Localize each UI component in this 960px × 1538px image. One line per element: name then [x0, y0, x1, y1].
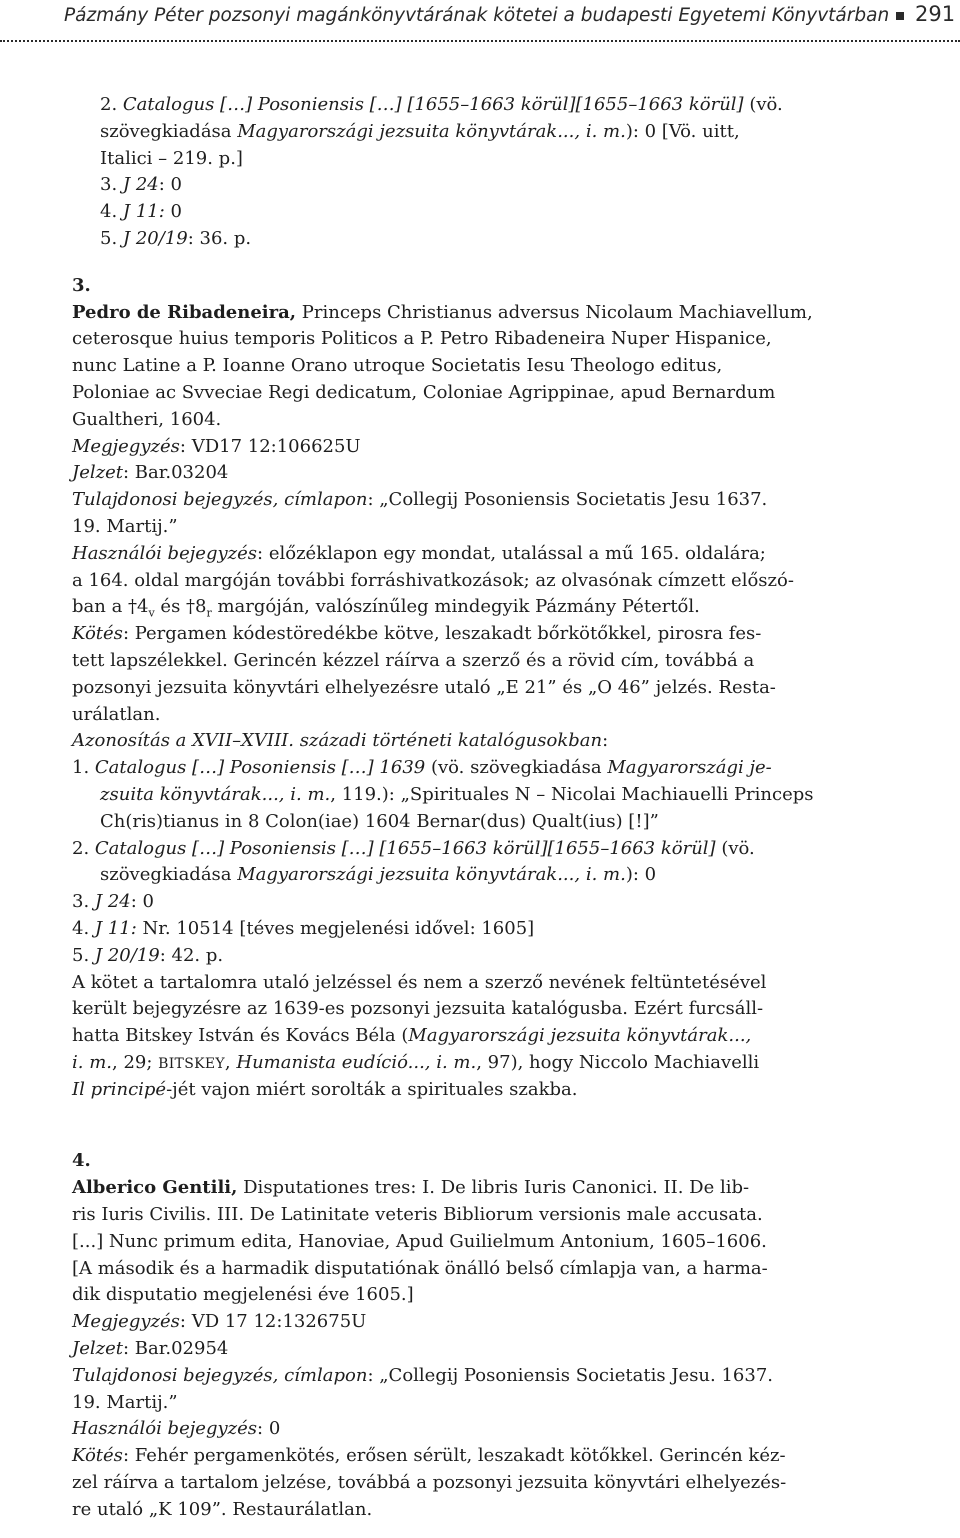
binding-cont: zel ráírva a tartalom jelzése, továbbá a pozsonyi jezsuita könyvtári elhelyezés-	[72, 1472, 787, 1494]
entry-title-line: nunc Latine a P. Ioanne Orano utroque Societatis Iesu Theologo editus,	[72, 355, 723, 377]
text: margóján, valószínűleg mindegyik Pázmány Pétertől.	[211, 596, 700, 618]
entry-title-line: ris Iuris Civilis. III. De Latinitate veteris Bibliorum versionis male accusata.	[72, 1204, 763, 1226]
item-number: 1.	[72, 757, 95, 779]
text: Nr. 10514 [téves megjelenési idővel: 1605]	[136, 917, 535, 939]
item-number: 4.	[72, 917, 95, 939]
catalog-title: Catalogus […] Posoniensis […] [1655–1663 körül][1655–1663 körül]	[94, 837, 716, 859]
binding-cont: tett lapszélekkel. Gerincén kézzel ráírva a szerző és a rövid cím, továbbá a	[72, 649, 755, 671]
catalog-item-cont: Ch(ris)tianus in 8 Colon(iae) 1604 Bernar(dus) Qualt(ius) [!]”	[100, 810, 659, 832]
catalog-item	[72, 755, 884, 782]
field-label: Használói bejegyzés	[72, 1418, 258, 1440]
commentary-line	[72, 1077, 884, 1104]
catalog-item	[72, 92, 884, 119]
text: : 0	[130, 891, 154, 913]
text: : 36. p.	[187, 227, 252, 249]
commentary-line	[72, 1050, 884, 1077]
item-number: 5.	[72, 944, 95, 966]
binding-field	[72, 621, 884, 648]
catalog-item	[72, 943, 884, 970]
catalog-title: Catalogus […] Posoniensis […] 1639	[94, 757, 426, 779]
text: ,	[224, 1051, 237, 1073]
text: , 119.): „Spirituales N – Nicolai Machiauelli Princeps	[330, 783, 814, 805]
catalog-item	[72, 226, 884, 253]
author-name: Pedro de Ribadeneira,	[72, 301, 297, 323]
text: (vö.	[715, 837, 755, 859]
binding-cont: re utaló „K 109”. Restaurálatlan.	[72, 1498, 373, 1520]
field-value: : „Collegij Posoniensis Societatis Jesu 1637.	[367, 489, 768, 511]
owner-note-field	[72, 487, 884, 514]
text: ban a †4	[72, 596, 149, 618]
field-label: Megjegyzés	[72, 435, 180, 457]
reference-title: zsuita könyvtárak..., i. m.	[100, 783, 331, 805]
entry-number: 3.	[72, 274, 91, 296]
field-label: Azonosítás a XVII–XVIII. századi történeti katalógusokban	[72, 730, 603, 752]
page-number: 291	[915, 2, 956, 26]
binding-cont: pozsonyi jezsuita könyvtári elhelyezésre utaló „E 21” és „O 46” jelzés. Resta-	[72, 676, 776, 698]
catalog-title: J 24	[94, 891, 131, 913]
binding-field	[72, 1443, 884, 1470]
owner-note-cont: 19. Martij.”	[72, 515, 178, 537]
user-note-cont	[72, 594, 884, 621]
entry-title-line: Gualtheri, 1604.	[72, 408, 222, 430]
catalog-item	[72, 916, 884, 943]
entry-title-line: Poloniae ac Svveciae Regi dedicatum, Coloniae Agrippinae, apud Bernardum	[72, 381, 776, 403]
item-number: 3.	[72, 891, 95, 913]
catalog-title: J 24	[122, 174, 159, 196]
owner-note-field	[72, 1363, 884, 1390]
text: 0	[164, 201, 182, 223]
shelfmark-field	[72, 1336, 884, 1363]
reference-title: Magyarországi jezsuita könyvtárak..., i. m.	[237, 864, 626, 886]
entry-title-line	[72, 1175, 884, 1202]
user-note-field	[72, 1416, 884, 1443]
square-bullet-icon	[896, 12, 904, 20]
running-header-title: Pázmány Péter pozsonyi magánkönyvtárának kötetei a budapesti Egyetemi Könyvtárban	[64, 5, 890, 26]
catalog-item-cont	[72, 862, 884, 889]
entry-title-line: dik disputatio megjelenési éve 1605.]	[72, 1284, 414, 1306]
field-value: : Bar.03204	[123, 462, 229, 484]
user-note-field	[72, 541, 884, 568]
item-number: 2.	[72, 837, 95, 859]
catalog-item-cont	[72, 119, 884, 146]
commentary-line	[72, 1023, 884, 1050]
field-label: Tulajdonosi bejegyzés, címlapon	[72, 489, 368, 511]
item-number: 3.	[100, 174, 123, 196]
catalog-item	[72, 836, 884, 863]
note-field	[72, 1309, 884, 1336]
entry-title-line	[72, 300, 884, 327]
catalog-item	[72, 199, 884, 226]
text: (vö.	[743, 94, 783, 115]
reference-title: Magyarországi jezsuita könyvtárak..., i. m.	[237, 120, 626, 142]
binding-cont: urálatlan.	[72, 703, 161, 725]
text: hatta Bitskey István és Kovács Béla (	[72, 1025, 409, 1047]
text: szövegkiadása	[100, 120, 238, 142]
entry-title-line: [...] Nunc primum edita, Hanoviae, Apud Guilielmum Antonium, 1605–1606.	[72, 1230, 767, 1252]
user-note-cont: a 164. oldal margóján további forráshivatkozások; az olvasónak címzett előszó-	[72, 569, 794, 591]
catalog-item-cont	[72, 782, 884, 809]
entry-title-line: ceterosque huius temporis Politicos a P. Petro Ribadeneira Nuper Hispanice,	[72, 328, 772, 350]
field-value: : Fehér pergamenkötés, erősen sérült, leszakadt kötőkkel. Gerincén kéz-	[122, 1445, 786, 1467]
text: : 42. p.	[159, 944, 224, 966]
catalog-item	[72, 889, 884, 916]
field-value: : Pergamen kódestöredékbe kötve, leszakadt bőrkötőkkel, pirosra fes-	[122, 623, 762, 645]
reference-title: Humanista eudíció..., i. m.	[236, 1051, 477, 1073]
field-label: Használói bejegyzés	[72, 542, 258, 564]
field-label: Megjegyzés	[72, 1311, 180, 1333]
page-body	[72, 92, 884, 1524]
text: (vö. szövegkiadása	[425, 757, 608, 779]
catalog-title: J 20/19	[122, 227, 188, 249]
catalog-title: J 11:	[122, 201, 165, 223]
field-label: Jelzet	[72, 1338, 123, 1360]
field-value: : VD17 12:106625U	[179, 435, 361, 457]
note-field	[72, 434, 884, 461]
text: , 97), hogy Niccolo Machiavelli	[476, 1051, 760, 1073]
author-name: Alberico Gentili,	[72, 1177, 238, 1199]
owner-note-cont: 19. Martij.”	[72, 1391, 178, 1413]
field-label: Kötés	[72, 623, 123, 645]
text: és †8	[154, 596, 207, 618]
field-value: : „Collegij Posoniensis Societatis Jesu. 1637.	[367, 1364, 773, 1386]
reference-title: Magyarországi jezsuita könyvtárak...,	[408, 1025, 752, 1047]
field-label: Jelzet	[72, 462, 123, 484]
text: ): 0 [Vö. uitt,	[625, 120, 740, 142]
field-label: Kötés	[72, 1445, 123, 1467]
text: -jét vajon miért sorolták a spirituales szakba.	[166, 1078, 578, 1100]
item-number: 2.	[100, 94, 123, 115]
subscript: r	[206, 606, 212, 620]
commentary-line: került bejegyzésre az 1639-es pozsonyi jezsuita katalógusba. Ezért furcsáll-	[72, 998, 764, 1020]
shelfmark-field	[72, 460, 884, 487]
identification-heading	[72, 728, 884, 755]
text: : 0	[158, 174, 182, 196]
catalog-title: Catalogus […] Posoniensis […] [1655–1663 körül][1655–1663 körül]	[122, 94, 744, 115]
text: ): 0	[625, 864, 657, 886]
subscript: v	[148, 606, 155, 620]
entry-title-line: [A második és a harmadik disputatiónak önálló belső címlapja van, a harma-	[72, 1257, 768, 1279]
catalog-title: J 20/19	[94, 944, 160, 966]
catalog-item	[72, 172, 884, 199]
text: , 29;	[112, 1051, 159, 1073]
text: Disputationes tres: I. De libris Iuris Canonici. II. De lib-	[237, 1177, 750, 1199]
reference-title: Il principé	[72, 1078, 167, 1100]
field-label: Tulajdonosi bejegyzés, címlapon	[72, 1364, 368, 1386]
author-smallcaps: BITSKEY	[158, 1055, 225, 1072]
field-value: : előzéklapon egy mondat, utalással a mű 165. oldalára;	[257, 542, 766, 564]
commentary-line: A kötet a tartalomra utaló jelzéssel és nem a szerző nevének feltüntetésével	[72, 971, 767, 993]
text: :	[602, 730, 609, 752]
item-number: 5.	[100, 227, 123, 249]
reference-title: i. m.	[72, 1051, 112, 1073]
running-header	[0, 0, 960, 42]
item-number: 4.	[100, 201, 123, 223]
catalog-item-cont: Italici – 219. p.]	[100, 147, 243, 169]
catalog-title: J 11:	[94, 917, 137, 939]
text: Princeps Christianus adversus Nicolaum Machiavellum,	[296, 301, 813, 323]
text: szövegkiadása	[100, 864, 238, 886]
reference-title: Magyarországi je-	[607, 757, 772, 779]
field-value: : Bar.02954	[123, 1338, 229, 1360]
entry-number: 4.	[72, 1150, 91, 1172]
field-value: : 0	[257, 1418, 281, 1440]
field-value: : VD 17 12:132675U	[179, 1311, 367, 1333]
